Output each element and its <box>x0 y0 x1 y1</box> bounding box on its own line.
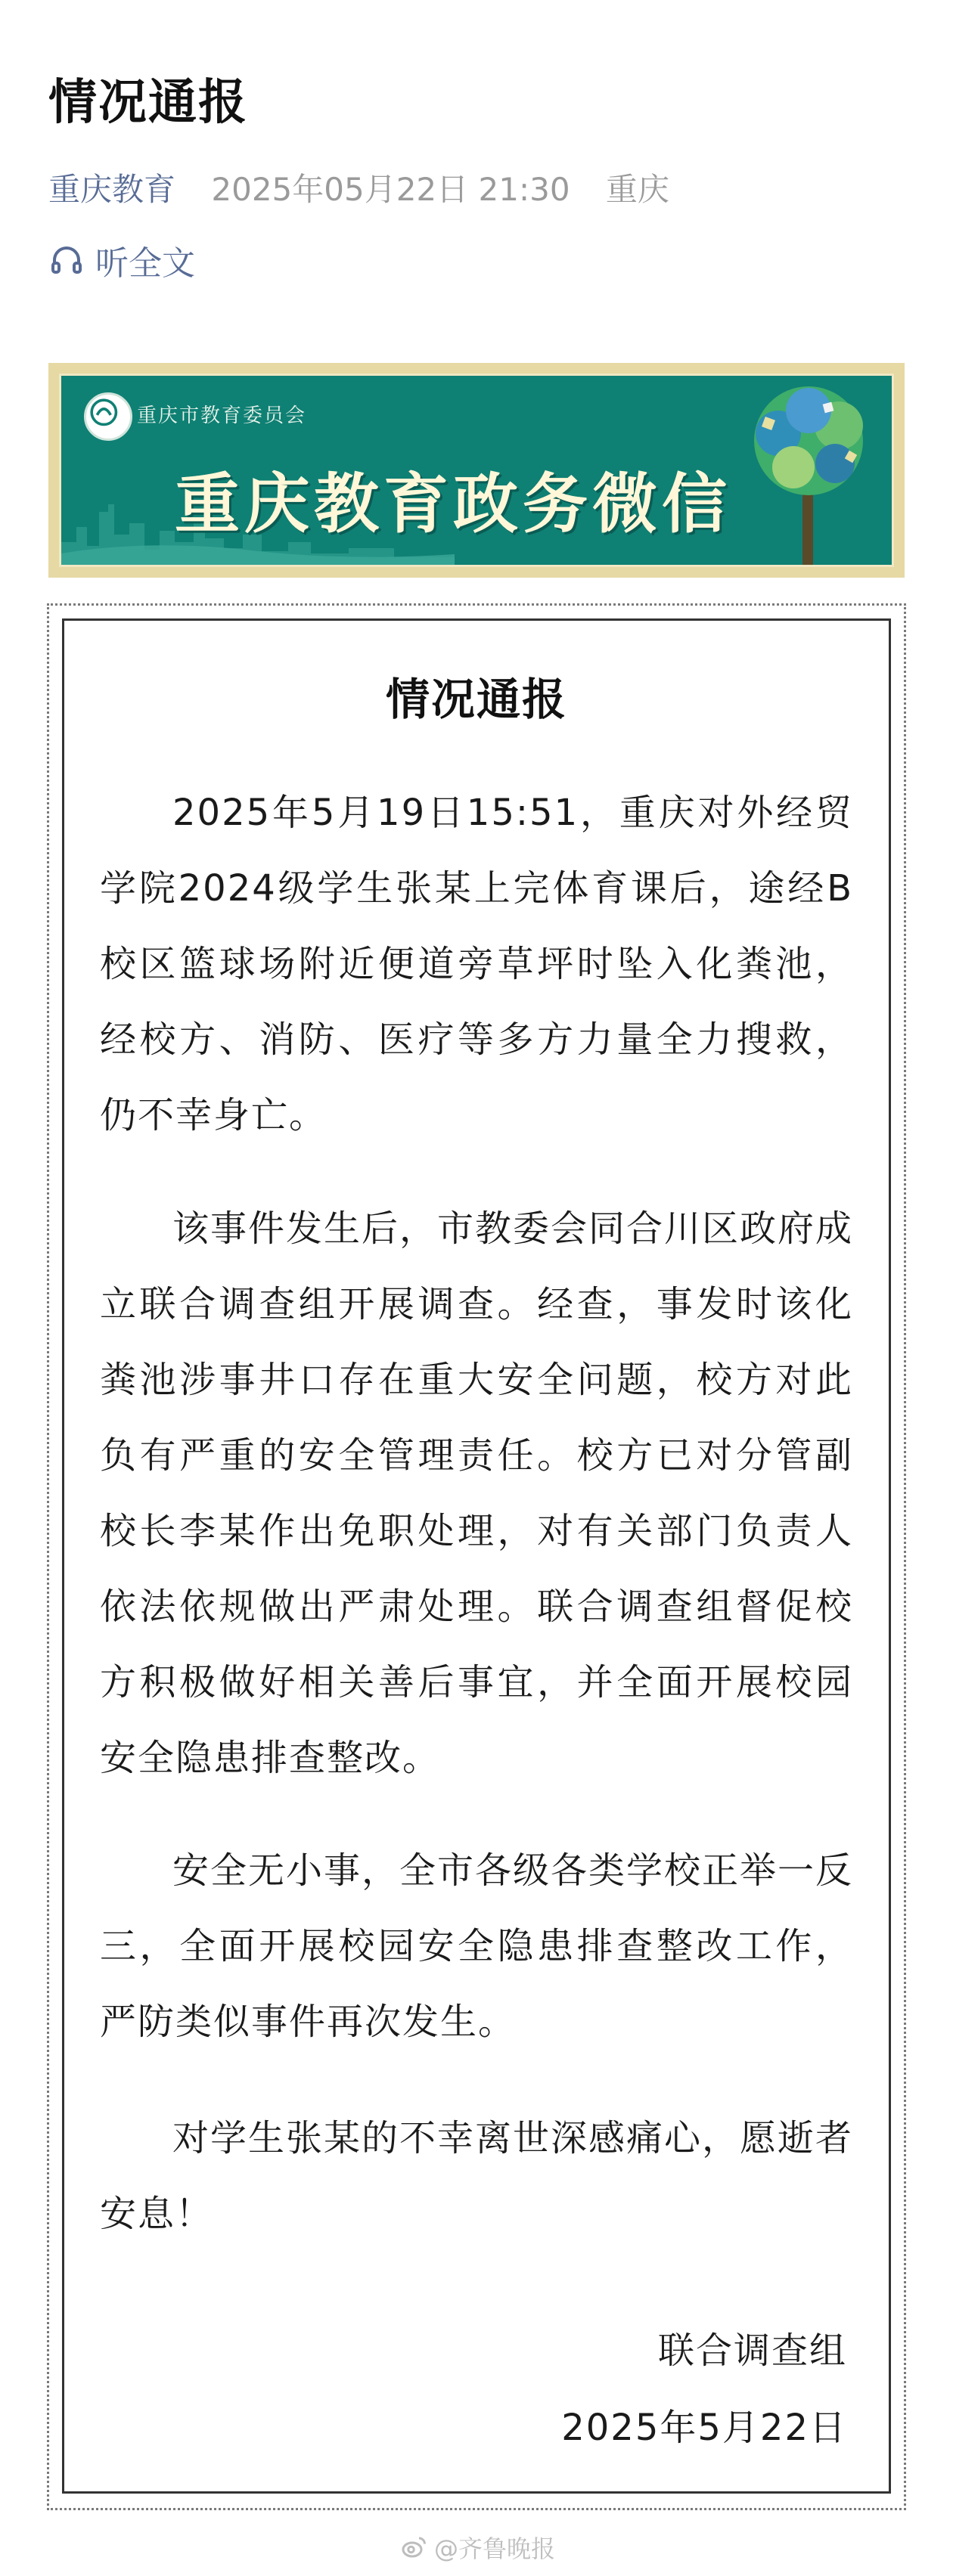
notice-paragraph: 该事件发生后，市教委会同合川区政府成立联合调查组开展调查。经查，事发时该化粪池涉事井口存在重大安全问题，校方对此负有严重的安全管理责任。校方已对分管副校长李某作出免职处理，对有关部门负责人依法依规做出严肃处理。联合调查组督促校方积极做好相关善后事宜，并全面开展校园安全隐患排查整改。 <box>100 1207 854 1779</box>
banner-logo-text: 重庆市教育委员会 <box>137 405 307 427</box>
header-banner <box>48 363 905 578</box>
notice-signature: 联合调查组 <box>657 2330 847 2372</box>
notice-paragraph: 对学生张某的不幸离世深感痛心，愿逝者安息！ <box>100 2117 854 2235</box>
notice-paragraph: 安全无小事，全市各级各类学校正举一反三，全面开展校园安全隐患排查整改工作，严防类似事件再次发生。 <box>100 1849 854 2043</box>
listen-label: 听全文 <box>95 244 195 283</box>
article-title: 情况通报 <box>48 75 248 131</box>
watermark <box>401 2530 555 2565</box>
publish-date: 2025年05月22日 21:30 <box>211 171 570 208</box>
education-commission-logo <box>84 392 132 441</box>
article-meta <box>48 165 669 210</box>
notice-signature-date: 2025年5月22日 <box>561 2407 847 2449</box>
publish-location: 重庆 <box>605 171 669 208</box>
tree-decoration-image <box>733 380 884 565</box>
banner-panel <box>59 374 894 567</box>
headphones-icon <box>48 242 85 278</box>
listen-button[interactable] <box>48 236 195 284</box>
banner-title: 重庆教育政务微信 <box>175 466 731 542</box>
notice-paragraph: 2025年5月19日15:51，重庆对外经贸学院2024级学生张某上完体育课后，途经B校区篮球场附近便道旁草坪时坠入化粪池，经校方、消防、医疗等多方力量全力搜救，仍不幸身亡。 <box>100 792 853 1136</box>
notice-title: 情况通报 <box>385 674 567 725</box>
weibo-icon <box>401 2534 428 2561</box>
watermark-text: @齐鲁晚报 <box>434 2534 556 2563</box>
account-name-link[interactable]: 重庆教育 <box>48 171 176 208</box>
